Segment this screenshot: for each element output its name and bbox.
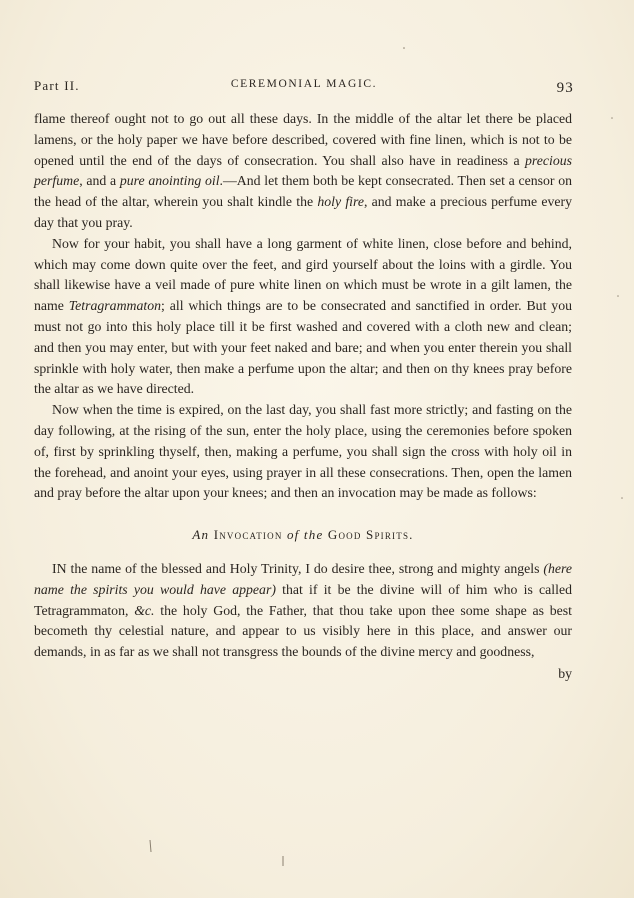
p1-text-g: , and make a precious perfume every day that you pray. <box>34 194 572 230</box>
paragraph-1 <box>34 109 572 234</box>
p1-italic-oil: pure anointing oil <box>119 173 220 189</box>
section-heading <box>34 525 572 546</box>
p2-text-a: Now for your habit, you shall have a long garment of white linen, close before and behind, which may come down quite over the feet, and gird yourself about the loins with a girdle. You shall likewise have a veil made of pure white linen on which must be wrote in a gilt lamen, the name <box>34 235 572 314</box>
part-label: Part II. <box>34 78 80 93</box>
p4-text-e: the holy God, the Father, that thou take upon thee some shape as best becometh thy celestial nature, and appear to us visibly here in this place, and answer our demands, in as far as we shall not transgress the bounds of the divine mercy and goodness, <box>34 602 572 660</box>
page-body <box>34 109 572 685</box>
heading-of-the: of the <box>286 527 324 543</box>
speck-1 <box>150 840 151 852</box>
page-number: 93 <box>556 80 574 96</box>
paragraph-2 <box>34 234 572 400</box>
speck-4 <box>611 117 613 119</box>
page-header <box>34 76 574 98</box>
heading-invocation: Invocation <box>213 527 283 543</box>
speck-5 <box>617 295 619 297</box>
p1-text-a: flame thereof ought not to go out all these days. In the middle of the altar let there be placed lamens, or the holy paper we have before described, covered with fine linen, which is not to be opened until the end of the days of consecration. You shall also have in readiness a <box>34 111 572 168</box>
p4-text-c: that if it be the divine will of him who is called Tetragrammaton, <box>34 581 572 618</box>
speck-3 <box>403 47 405 49</box>
p2-text-c: ; all which things are to be consecrated and sanctified in order. But you must not go into this holy place till it be first washed and covered with a cloth new and clean; and then you may enter, but with your feet naked and bare; and when you enter therein you shall sprinkle with holy water, then make a perfume upon the altar; and then on thy knees pray before the altar as we have directed. <box>34 298 572 397</box>
paragraph-3: Now when the time is expired, on the last day, you shall fast more strictly; and fasting on the day following, at the rising of the sun, enter the holy place, using the ceremonies before spoken of, first by sprinkling thyself, then, making a perfume, you shall sign the cross with holy oil in the forehead, and anoint your eyes, using prayer in all these consecrations. Then, open the lamen and pray before the altar upon your knees; and then an invocation may be made as follows: <box>34 402 572 501</box>
p1-italic-perfume: precious perfume <box>34 152 572 189</box>
p2-italic-tetragrammaton: Tetragrammaton <box>68 298 162 314</box>
p4-italic-direction: (here name the spirits you would have appear) <box>34 560 572 597</box>
speck-6 <box>621 497 623 499</box>
heading-an: An <box>192 527 210 543</box>
p1-text-e: .—And let them both be kept consecrated. Then set a censor on the head of the altar, wherein you shalt kindle the <box>34 173 572 210</box>
p4-text-a: IN the name of the blessed and Holy Trinity, I do desire thee, strong and mighty angels <box>52 560 544 576</box>
running-title: CEREMONIAL MAGIC. <box>230 78 378 90</box>
catchword: by <box>558 665 572 681</box>
paragraph-4 <box>34 559 572 663</box>
p4-italic-etc: &c. <box>134 602 155 618</box>
p1-text-c: , and a <box>79 173 120 189</box>
p1-italic-holy-fire: holy fire <box>317 194 364 210</box>
heading-good-spirits: Good Spirits. <box>327 527 414 543</box>
